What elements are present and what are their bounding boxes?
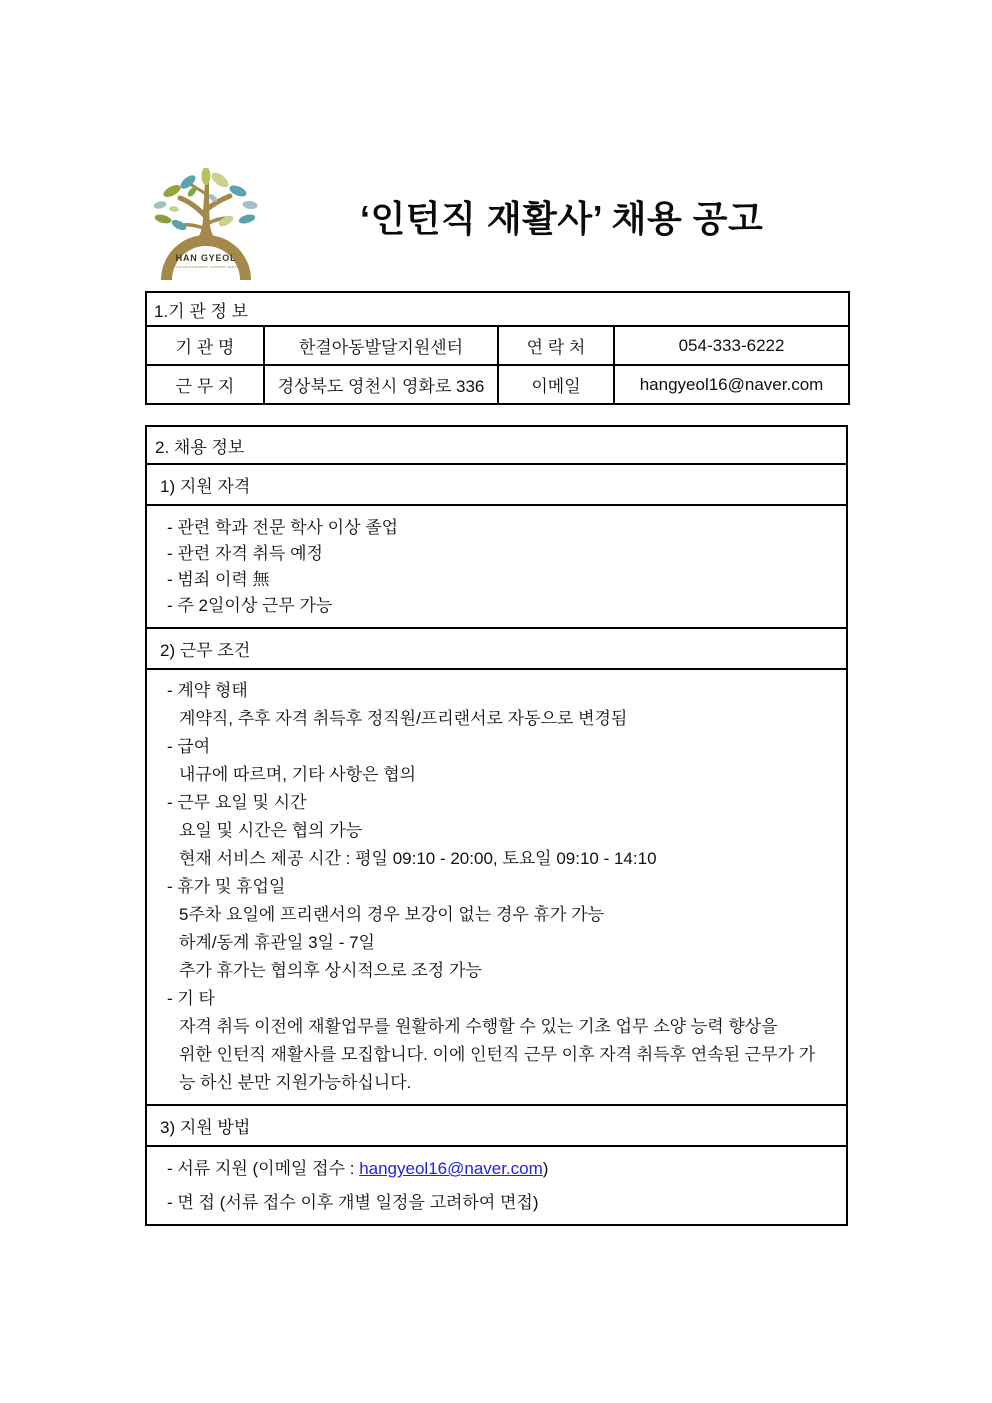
list-item-detail: 내규에 따르며, 기타 사항은 협의	[179, 765, 417, 784]
subsection-work-conditions-heading: 2) 근무 조건	[147, 629, 846, 670]
list-item-detail: 추가 휴가는 협의후 상시적으로 조정 가능	[179, 961, 482, 980]
label-contact: 연 락 처	[498, 326, 614, 365]
table2-section-header: 2. 채용 정보	[147, 427, 846, 465]
recruitment-info-table	[145, 425, 848, 1226]
label-email: 이메일	[498, 365, 614, 404]
hangyeol-logo	[150, 168, 263, 284]
list-item-detail: 자격 취득 이전에 재활업무를 원활하게 수행할 수 있는 기초 업무 소양 능력 향상을	[179, 1017, 778, 1036]
table-row	[146, 292, 849, 326]
email-link[interactable]: hangyeol16@naver.com	[359, 1159, 543, 1178]
list-item: - 급여	[167, 737, 211, 756]
apply-line-prefix: - 서류 지원 (이메일 접수 :	[167, 1159, 360, 1178]
list-item	[157, 1152, 838, 1186]
list-item: - 주 2일이상 근무 가능	[167, 596, 333, 615]
table-row	[146, 326, 849, 365]
subsection-qualifications-heading: 1) 지원 자격	[147, 465, 846, 506]
value-email-address: hangyeol16@naver.com	[614, 365, 849, 404]
list-item: - 계약 형태	[167, 681, 248, 700]
label-institution-name: 기 관 명	[146, 326, 264, 365]
value-institution-name: 한결아동발달지원센터	[264, 326, 498, 365]
subsection-qualifications-body	[147, 506, 846, 629]
list-item-detail: 능 하신 분만 지원가능하십니다.	[179, 1073, 412, 1092]
list-item: - 범죄 이력 無	[167, 570, 270, 589]
list-item-detail: 현재 서비스 제공 시간 : 평일 09:10 - 20:00, 토요일 09:10 - 14:10	[179, 849, 657, 868]
list-item-detail: 위한 인턴직 재활사를 모집합니다. 이에 인턴직 근무 이후 자격 취득후 연속된 근무가 가	[179, 1045, 816, 1064]
subsection-how-to-apply-body	[147, 1147, 846, 1224]
logo-text: HAN GYEOL	[175, 253, 237, 263]
tree-logo-icon	[150, 168, 263, 284]
list-item: - 면 접 (서류 접수 이후 개별 일정을 고려하여 면접)	[167, 1193, 539, 1212]
list-item-detail: 요일 및 시간은 협의 가능	[179, 821, 363, 840]
list-item-detail: 계약직, 추후 자격 취득후 정직원/프리랜서로 자동으로 변경됨	[179, 709, 628, 728]
value-workplace-address: 경상북도 영천시 영화로 336	[264, 365, 498, 404]
subsection-how-to-apply-heading: 3) 지원 방법	[147, 1106, 846, 1147]
page-title: ‘인턴직 재활사’ 채용 공고	[360, 198, 764, 239]
table-row	[146, 365, 849, 404]
table1-section-header: 1.기 관 정 보	[146, 292, 849, 326]
list-item-detail: 5주차 요일에 프리랜서의 경우 보강이 없는 경우 휴가 가능	[179, 905, 604, 924]
logo-tagline: CHILD DEVELOPMENT SUPPORT CENTER	[170, 265, 242, 269]
institution-info-table	[145, 291, 850, 405]
list-item-detail: 하계/동계 휴관일 3일 - 7일	[179, 933, 375, 952]
list-item: - 근무 요일 및 시간	[167, 793, 307, 812]
label-workplace: 근 무 지	[146, 365, 264, 404]
list-item: - 관련 자격 취득 예정	[167, 544, 323, 563]
value-contact-phone: 054-333-6222	[614, 326, 849, 365]
apply-line-suffix: )	[542, 1159, 549, 1178]
list-item: - 관련 학과 전문 학사 이상 졸업	[167, 518, 399, 537]
list-item: - 휴가 및 휴업일	[167, 877, 286, 896]
list-item: - 기 타	[167, 989, 215, 1008]
subsection-work-conditions-body	[147, 670, 846, 1106]
